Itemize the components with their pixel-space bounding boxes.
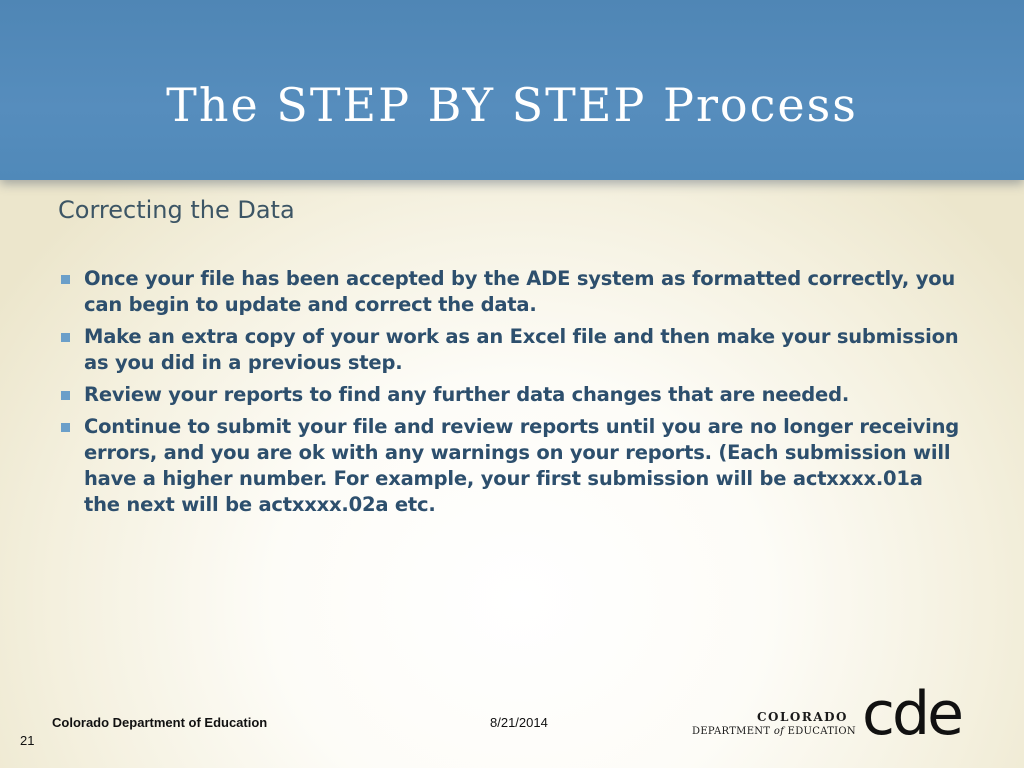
logo-of-word: of xyxy=(773,726,785,737)
bullet-item xyxy=(60,266,960,318)
section-subheading: Correcting the Data xyxy=(58,196,295,224)
title-band xyxy=(0,0,1024,180)
bullet-list xyxy=(60,266,960,524)
slide-number: 21 xyxy=(20,733,35,748)
cde-logo xyxy=(692,679,992,750)
bullet-item xyxy=(60,414,960,518)
footer-date: 8/21/2014 xyxy=(490,715,548,730)
bullet-item xyxy=(60,324,960,376)
bullet-text: Continue to submit your file and review reports until you are no longer receiving errors, and you are ok with any warnings on your reports. (Each submission will have a higher number. For example, your first submission will be actxxxx.01a the next will be actxxxx.02a etc. xyxy=(84,415,960,516)
bullet-text: Once your file has been accepted by the ADE system as formatted correctly, you can begin to update and correct the data. xyxy=(84,267,956,316)
footer-organization: Colorado Department of Education xyxy=(52,715,268,730)
bullet-text: Make an extra copy of your work as an Excel file and then make your submission as you did in a previous step. xyxy=(84,325,959,374)
square-bullet-icon xyxy=(61,275,70,284)
slide-title: The STEP BY STEP Process xyxy=(166,78,858,132)
cde-logo-mark: cde xyxy=(862,679,961,749)
bullet-text: Review your reports to find any further data changes that are needed. xyxy=(84,383,850,406)
logo-colorado-text: COLORADO xyxy=(756,710,848,724)
bullet-item xyxy=(60,382,960,408)
logo-department-word: DEPARTMENT xyxy=(692,726,774,737)
logo-education-word: EDUCATION xyxy=(784,726,856,737)
square-bullet-icon xyxy=(61,333,70,342)
square-bullet-icon xyxy=(61,391,70,400)
logo-department-text xyxy=(692,726,856,737)
square-bullet-icon xyxy=(61,423,70,432)
